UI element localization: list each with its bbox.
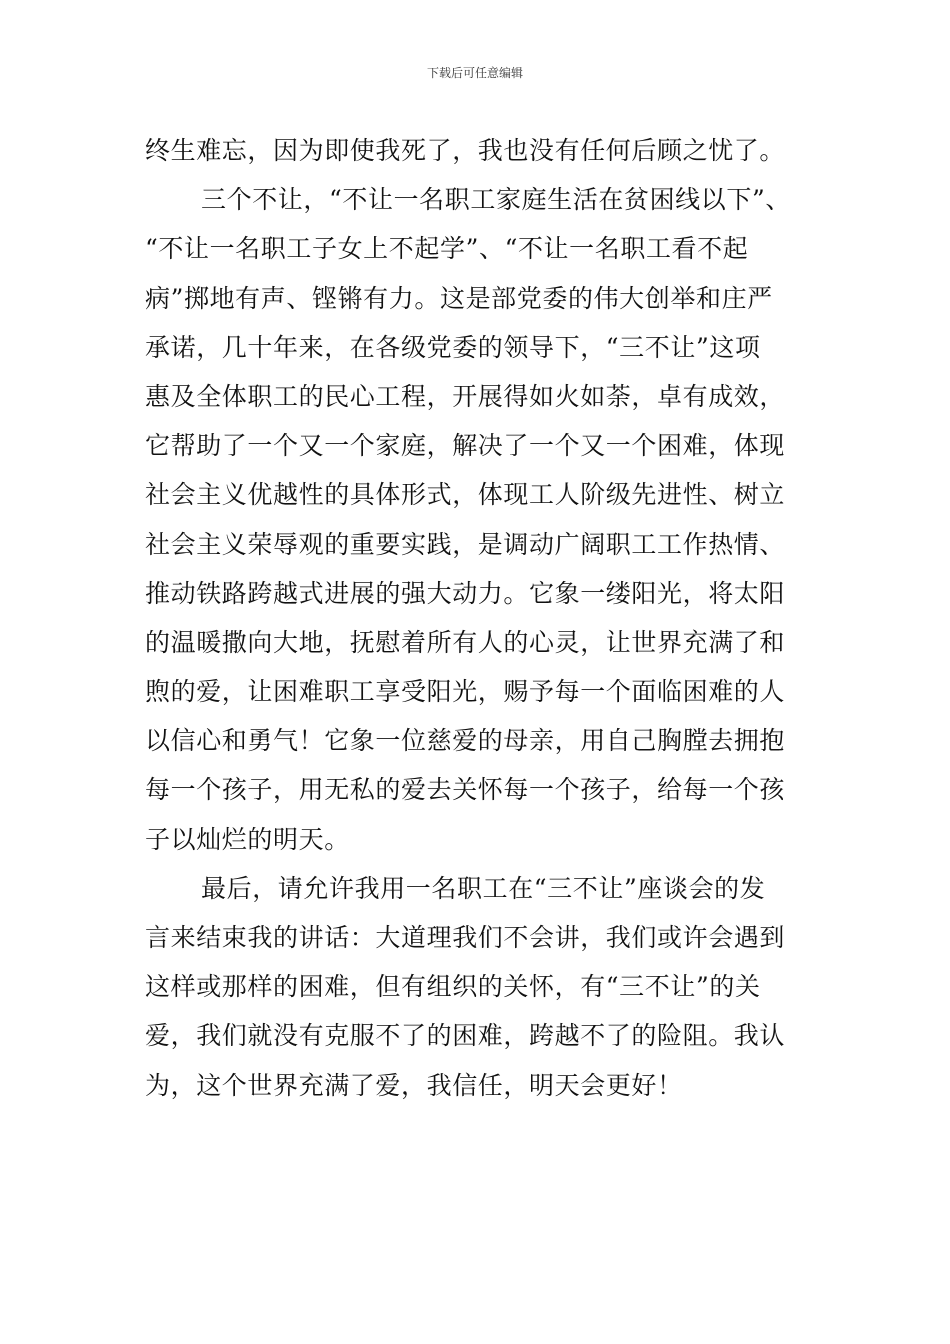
text-line: 终生难忘，因为即使我死了，我也没有任何后顾之忧了。 xyxy=(145,136,786,165)
text-line: 惠及全体职工的民心工程，开展得如火如荼，卓有成效， xyxy=(145,381,786,411)
text-line: 以信心和勇气！它象一位慈爱的母亲，用自己胸膛去拥抱 xyxy=(145,726,786,756)
text-line: 它帮助了一个又一个家庭，解决了一个又一个困难，体现 xyxy=(145,431,786,461)
text-line: 子以灿烂的明天。 xyxy=(145,824,350,854)
text-line: 爱，我们就没有克服不了的困难，跨越不了的险阻。我认 xyxy=(145,1021,786,1051)
text-line: 煦的爱，让困难职工享受阳光，赐予每一个面临困难的人 xyxy=(145,677,786,707)
text-line: 言来结束我的讲话：大道理我们不会讲，我们或许会遇到 xyxy=(145,923,786,952)
text-line: 每一个孩子，用无私的爱去关怀每一个孩子，给每一个孩 xyxy=(145,775,786,805)
text-line: 为，这个世界充满了爱，我信任，明天会更好！ xyxy=(145,1070,683,1100)
text-line: 社会主义荣辱观的重要实践，是调动广阔职工工作热情、 xyxy=(145,529,786,559)
text-line: 这样或那样的困难，但有组织的关怀，有“三不让”的关 xyxy=(145,972,761,1002)
text-line: 三个不让，“不让一名职工家庭生活在贫困线以下”、 xyxy=(201,185,791,215)
text-line: 社会主义优越性的具体形式，体现工人阶级先进性、树立 xyxy=(145,480,786,510)
text-line: 承诺，几十年来，在各级党委的领导下，“三不让”这项 xyxy=(145,332,761,362)
text-line: “不让一名职工子女上不起学”、“不让一名职工看不起 xyxy=(145,234,749,264)
body-text xyxy=(145,126,807,1110)
page-header: 下载后可任意编辑 xyxy=(426,66,523,80)
text-line: 推动铁路跨越式进展的强大动力。它象一缕阳光，将太阳 xyxy=(145,578,786,608)
text-line: 的温暖撒向大地，抚慰着所有人的心灵，让世界充满了和 xyxy=(145,627,786,657)
text-line: 最后，请允许我用一名职工在“三不让”座谈会的发 xyxy=(201,873,766,903)
text-line: 病”掷地有声、铿锵有力。这是部党委的伟大创举和庄严 xyxy=(145,283,773,313)
